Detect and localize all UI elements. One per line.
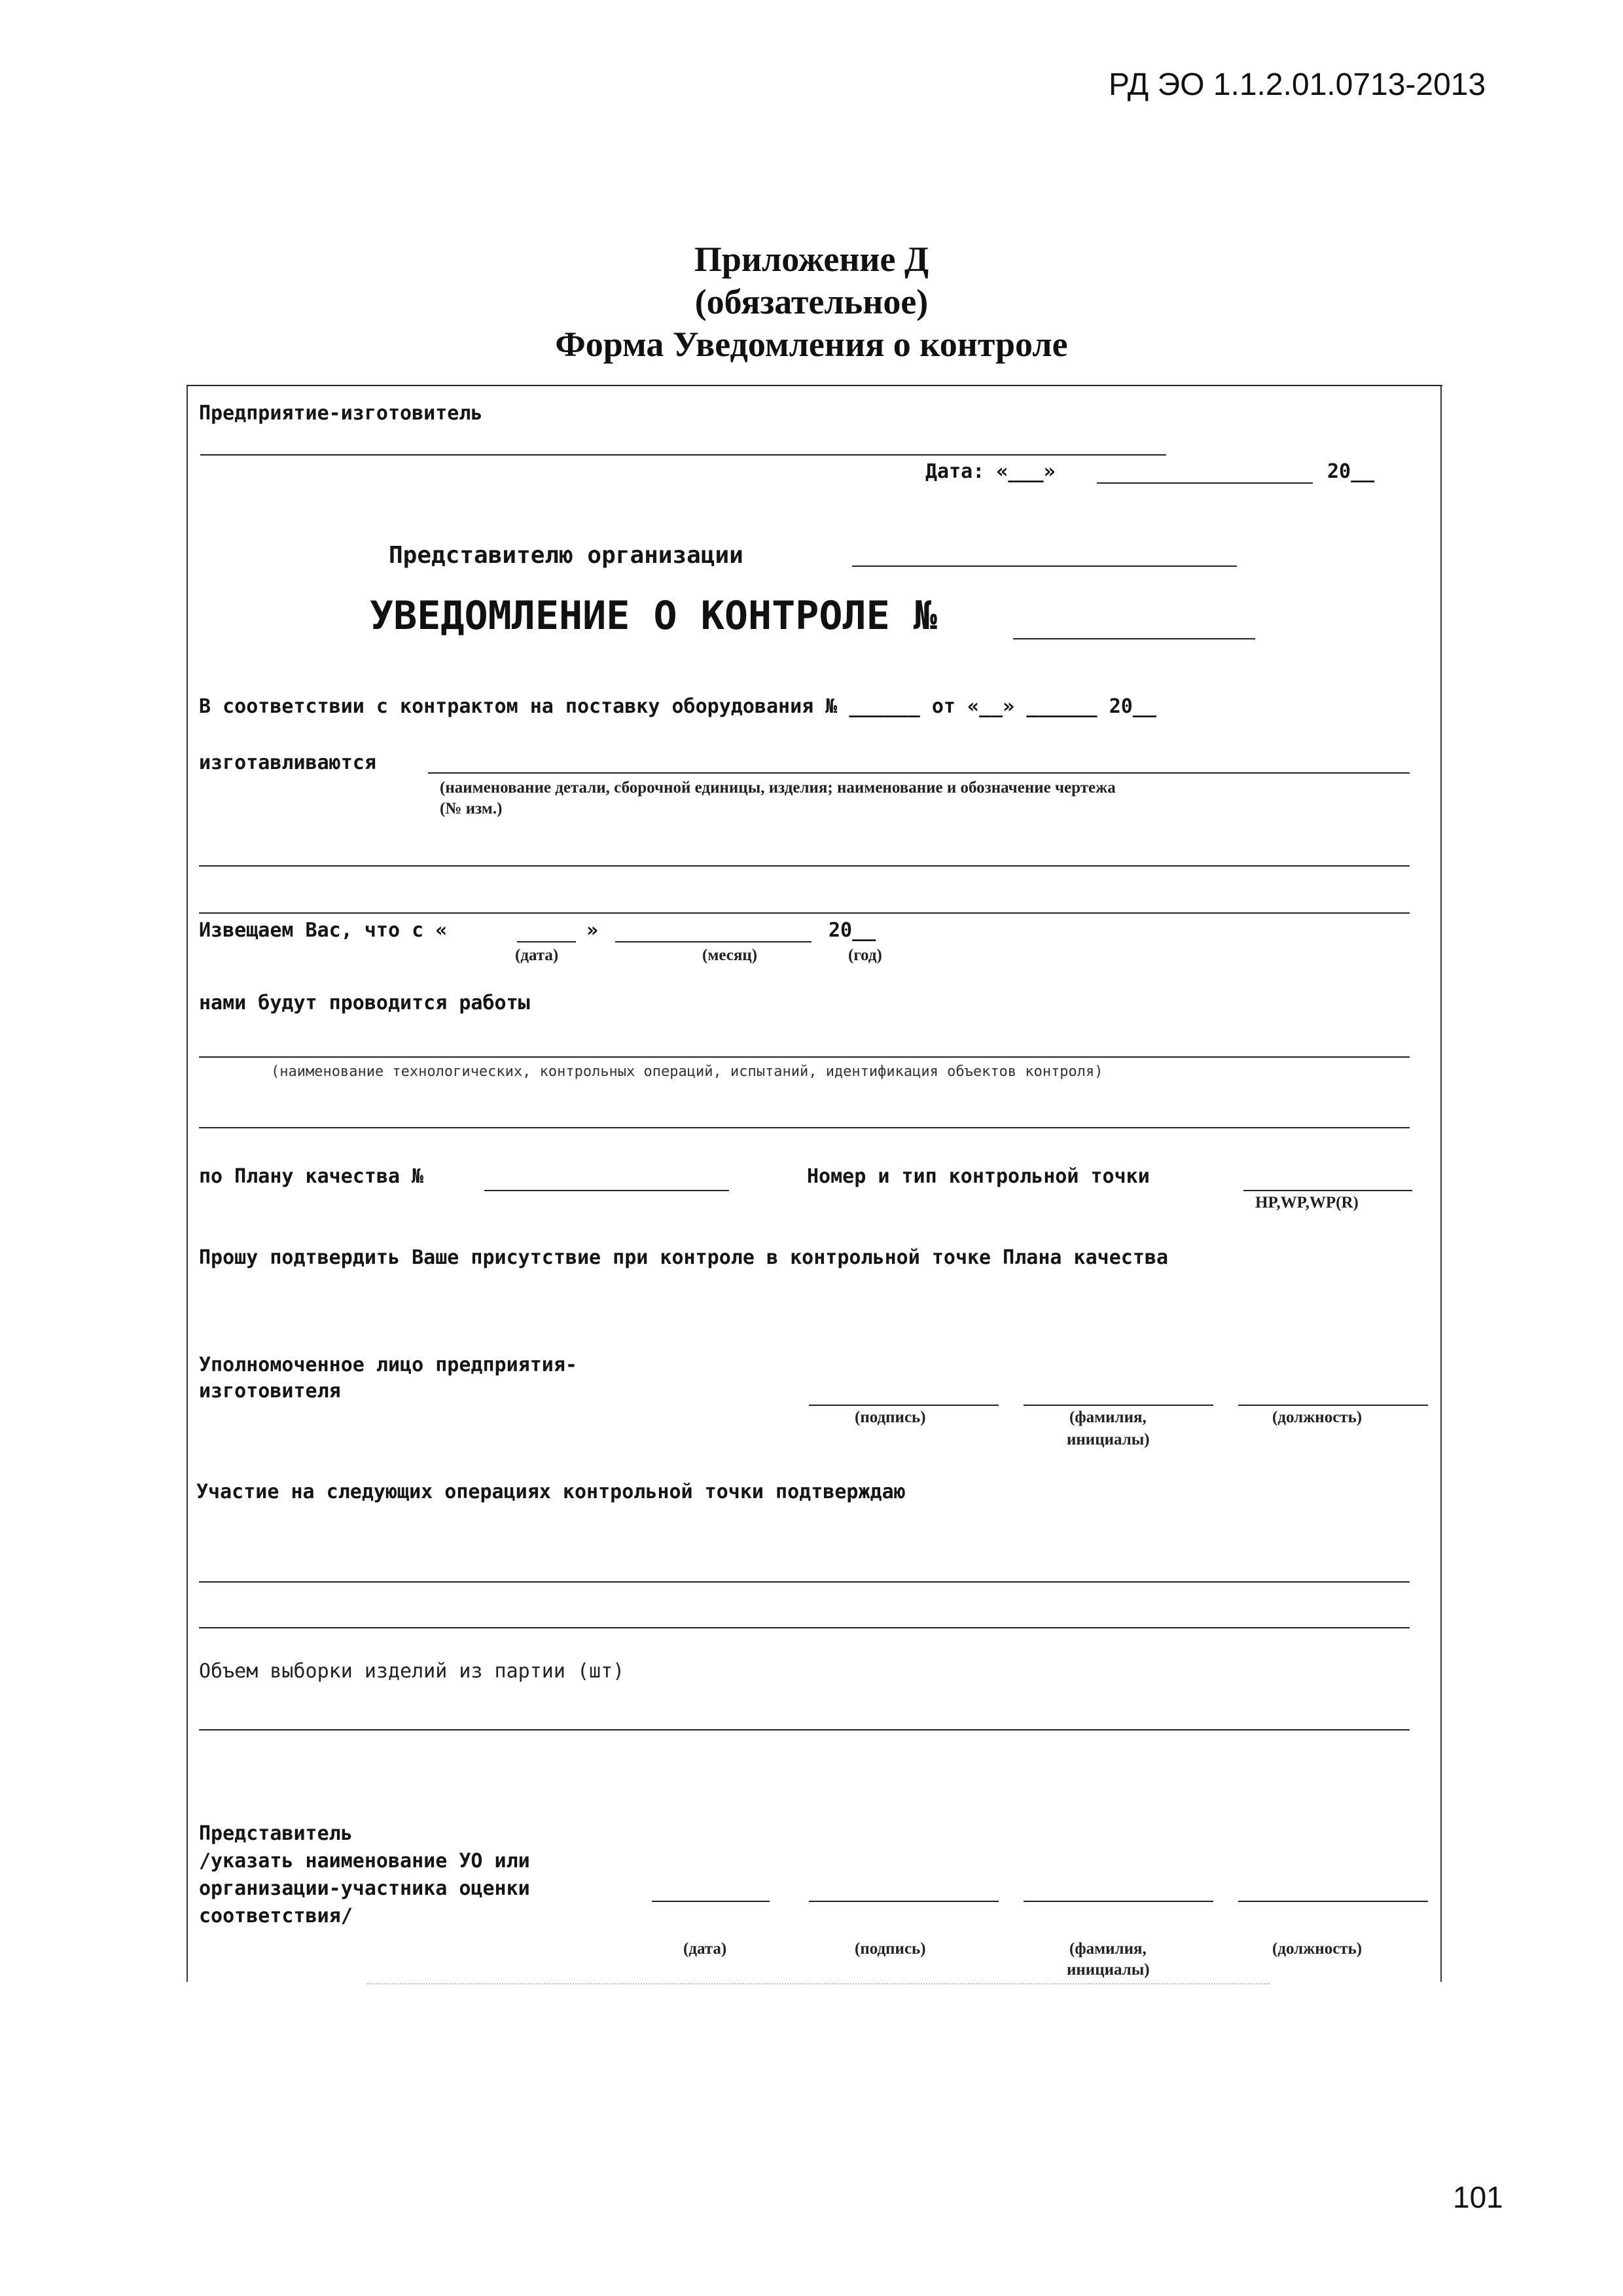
manufactured-caption-2: (№ изм.) — [440, 800, 503, 817]
contract-text: В соответствии с контрактом на поставку оборудования № ______ от «__» ______ 20__ — [199, 695, 1156, 718]
inform-text: Извещаем Вас, что с « — [199, 919, 448, 942]
works-label: нами будут проводится работы — [199, 992, 530, 1014]
control-point-field[interactable] — [1243, 1190, 1412, 1191]
rep-signature-field[interactable] — [809, 1901, 999, 1902]
works-field[interactable] — [199, 1056, 1410, 1058]
manufactured-field-2[interactable] — [199, 865, 1410, 867]
date-year: 20__ — [1327, 460, 1375, 483]
page-number: 101 — [1453, 2180, 1503, 2214]
participation-field-2[interactable] — [199, 1627, 1410, 1628]
rep-label-2: /указать наименование УО или — [199, 1850, 530, 1873]
authorized-signature-field[interactable] — [809, 1405, 999, 1406]
authorized-label-2: изготовителя — [199, 1380, 341, 1403]
addressee-label: Представителю организации — [389, 542, 743, 569]
control-point-label: Номер и тип контрольной точки — [807, 1165, 1150, 1188]
caption-year: (год) — [848, 946, 882, 964]
quality-plan-label: по Плану качества № — [199, 1165, 424, 1188]
rep-date-field[interactable] — [652, 1901, 770, 1902]
participation-field[interactable] — [199, 1581, 1410, 1583]
caption-month: (месяц) — [702, 946, 758, 964]
participation-label: Участие на следующих операциях контрольной точки подтверждаю — [196, 1480, 906, 1503]
name-caption-2: инициалы) — [1067, 1431, 1150, 1448]
rep-position-field[interactable] — [1238, 1901, 1428, 1902]
authorized-position-field[interactable] — [1238, 1405, 1428, 1406]
sample-label: Объем выборки изделий из партии (шт) — [199, 1660, 625, 1683]
manufacturer-field[interactable] — [200, 454, 1166, 456]
manufactured-caption: (наименование детали, сборочной единицы, изделия; наименование и обозначение чертежа — [440, 779, 1116, 797]
authorized-label: Уполномоченное лицо предприятия- — [199, 1354, 577, 1376]
rep-name-caption-2: инициалы) — [1067, 1961, 1150, 1979]
control-point-caption: HP,WP,WP(R) — [1255, 1194, 1359, 1211]
caption-date: (дата) — [515, 946, 559, 964]
inform-close-quote: » — [586, 919, 599, 942]
manufacturer-label: Предприятие-изготовитель — [199, 402, 483, 425]
rep-label-3: организации-участника оценки — [199, 1877, 530, 1900]
works-caption: (наименование технологических, контрольных операций, испытаний, идентификация объектов контроля) — [271, 1064, 1103, 1080]
manufactured-label: изготавливаются — [199, 751, 376, 774]
appendix-status: (обязательное) — [694, 282, 929, 321]
form-title: Форма Уведомления о контроле — [555, 325, 1068, 364]
rep-label: Представитель — [199, 1822, 353, 1845]
rep-position-caption: (должность) — [1272, 1940, 1363, 1958]
rep-name-caption: (фамилия, — [1069, 1940, 1147, 1958]
rep-signature-caption: (подпись) — [855, 1940, 926, 1958]
notice-number-field[interactable] — [1013, 638, 1255, 639]
confirm-request: Прошу подтвердить Ваше присутствие при контроле в контрольной точке Плана качества — [199, 1246, 1169, 1269]
inform-day-field[interactable] — [517, 941, 576, 942]
authorized-name-field[interactable] — [1024, 1405, 1213, 1406]
rep-date-caption: (дата) — [683, 1940, 727, 1958]
date-month-field[interactable] — [1097, 482, 1313, 484]
notice-title: УВЕДОМЛЕНИЕ О КОНТРОЛЕ № — [370, 593, 937, 639]
inform-year: 20__ — [829, 919, 876, 942]
works-field-2[interactable] — [199, 1127, 1410, 1128]
date-label: Дата: «___» — [925, 460, 1056, 483]
sample-field[interactable] — [199, 1729, 1410, 1731]
rep-label-4: соответствия/ — [199, 1905, 353, 1928]
appendix-title: Приложение Д — [694, 240, 929, 279]
addressee-field[interactable] — [852, 565, 1237, 567]
manufactured-field[interactable] — [428, 772, 1410, 774]
rep-name-field[interactable] — [1024, 1901, 1213, 1902]
quality-plan-field[interactable] — [484, 1190, 729, 1191]
scan-bottom-edge — [366, 1983, 1270, 1984]
signature-caption: (подпись) — [855, 1408, 926, 1426]
document-code: РД ЭО 1.1.2.01.0713-2013 — [1109, 67, 1486, 102]
name-caption: (фамилия, — [1069, 1408, 1147, 1426]
inform-month-field[interactable] — [615, 941, 812, 942]
position-caption: (должность) — [1272, 1408, 1363, 1426]
manufactured-field-3[interactable] — [199, 912, 1410, 914]
